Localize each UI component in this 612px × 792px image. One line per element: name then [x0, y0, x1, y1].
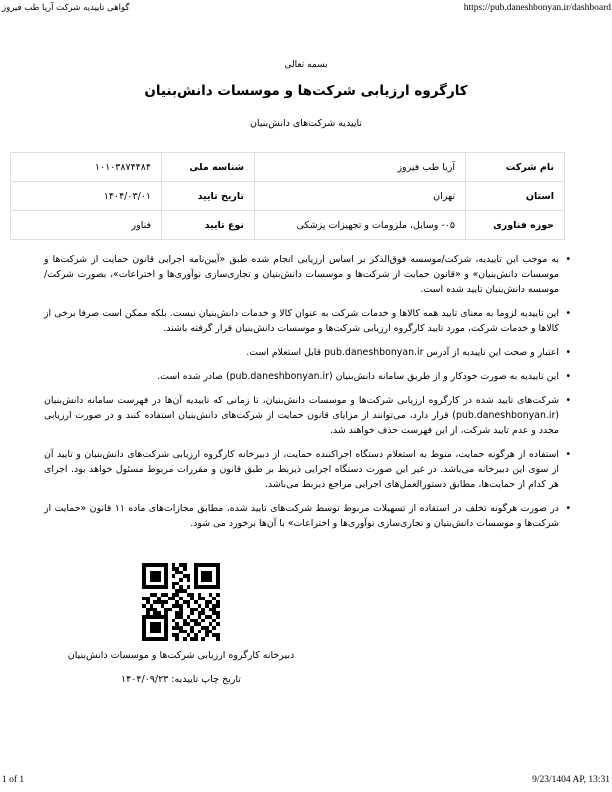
bullet-item [44, 306, 572, 336]
print-date-line: تاریخ چاپ تاییدیه: ۱۴۰۴/۰۹/۲۳ [121, 673, 241, 685]
company-name-label: نام شرکت [466, 153, 565, 182]
bullet-marker: • [565, 503, 571, 514]
print-header [2, 3, 611, 13]
national-id-value: ۱۰۱۰۳۸۷۴۴۸۴ [11, 153, 162, 182]
bullet-marker: • [565, 254, 571, 265]
bullet-item [44, 447, 572, 492]
print-footer [2, 775, 610, 785]
bismillah-text: بسمه تعالی [284, 60, 328, 70]
province-value: تهران [255, 182, 466, 211]
print-header-url: https://pub.daneshbonyan.ir/dashboard [463, 3, 611, 13]
qr-code [142, 563, 219, 640]
table-row [11, 153, 565, 182]
bullet-text: این تاییدیه لزوما به معنای تایید همه کالاها و خدمات شرکت به عنوان کالا و خدمات دانش‌بنیان نیست. بلکه ممکن است صرفا برخی از کالاها و خدمات شرکت، مورد تایید کارگروه ارزیابی شرکت‌ها و موسسات دانش‌بنیان قرار گرفته باشند. [44, 308, 559, 334]
bullet-text: به موجب این تاییدیه، شرکت/موسسه فوق‌الذکر بر اساس ارزیابی انجام شده طبق «آیین‌نامه اجرایی قانون حمایت از شرکت‌ها و موسسات دانش‌بنیان» و «قانون حمایت از شرکت‌ها و موسسات دانش‌بنیان و تجاری‌سازی نوآوری‌ها و اختراعات»، بصورت شرکت/موسسه دانش‌بنیان تایید شده است. [44, 254, 559, 295]
qr-section [47, 552, 315, 685]
print-datetime: 9/23/1404 AP, 13:31 [532, 775, 610, 785]
company-info-section [47, 152, 565, 240]
bullet-text: این تاییدیه به صورت خودکار و از طریق سامانه دانش‌بنیان (pub.daneshbonyan.ir) صادر شده است. [157, 371, 559, 382]
document-subtitle: تاییدیه شرکت‌های دانش‌بنیان [249, 118, 363, 129]
bullet-list [44, 252, 572, 531]
approval-type-label: نوع تایید [162, 211, 255, 240]
bullet-text: اعتبار و صحت این تاییدیه از آدرس pub.daneshbonyan.ir قابل استعلام است. [246, 347, 559, 358]
bullet-marker: • [565, 371, 571, 382]
company-name-value: آریا طب فیروز [255, 153, 466, 182]
bullet-marker: • [565, 449, 571, 460]
qr-caption: دبیرخانه کارگروه ارزیابی شرکت‌ها و موسسات دانش‌بنیان [67, 649, 295, 661]
bullet-item [44, 501, 572, 531]
tech-field-label: حوزه فناوری [466, 211, 565, 240]
bullet-item [44, 369, 572, 384]
bullet-marker: • [565, 347, 571, 358]
bullet-text: شرکت‌های تایید شده در کارگروه ارزیابی شرکت‌ها و موسسات دانش‌بنیان، تا زمانی که تاییدیه آن‌ها در فهرست سامانه دانش‌بنیان (pub.daneshbonyan.ir) قرار دارد، می‌توانند از مزایای قانون حمایت از شرکت‌های دانش‌بنیان استفاده کنند و در صورت ارزیابی مجدد و عدم تایید شرکت، از این فهرست حذف خواهند شد. [44, 395, 559, 436]
approval-date-value: ۱۴۰۴/۰۳/۰۱ [11, 182, 162, 211]
tech-field-value: ۰۵- وسایل، ملزومات و تجهیزات پزشکی [255, 211, 466, 240]
bullet-marker: • [565, 395, 571, 406]
print-header-title: گواهی تاییدیه شرکت آریا طب فیروز [2, 3, 130, 13]
bullet-text: در صورت هرگونه تخلف در استفاده از تسهیلات مربوط توسط شرکت‌های تایید شده، مطابق مجازات‌های ماده ۱۱ قانون «حمایت از شرکت‌ها و موسسات دانش‌بنیان و تجاری‌سازی نوآوری‌ها و اختراعات» با آن‌ها برخورد می شود. [44, 503, 559, 529]
company-info-table [10, 152, 565, 240]
approval-date-label: تاریخ تایید [162, 182, 255, 211]
page-number: 1 of 1 [2, 775, 25, 785]
national-id-label: شناسه ملی [162, 153, 255, 182]
document-title: کارگروه ارزیابی شرکت‌ها و موسسات دانش‌بنیان [144, 83, 468, 99]
bullet-text: استفاده از هرگونه حمایت، منوط به استعلام دستگاه اجراکننده حمایت، از دبیرخانه کارگروه ارزیابی شرکت‌های دانش‌بنیان و تایید آن از سوی این دبیرخانه می‌باشد. در غیر این صورت دستگاه اجرایی ذیربط بر طبق قانون و مقررات مربوط مسئول خواهد بود. اجرای هر کدام از حمایت‌ها، مطابق دستورالعمل‌های اجرایی مراجع ذیربط می‌باشد. [44, 449, 559, 490]
terms-section [44, 252, 572, 540]
table-row [11, 211, 565, 240]
bullet-item [44, 393, 572, 438]
province-label: استان [466, 182, 565, 211]
bullet-marker: • [565, 308, 571, 319]
table-row [11, 182, 565, 211]
bullet-item [44, 252, 572, 297]
bullet-item [44, 345, 572, 360]
approval-type-value: فناور [11, 211, 162, 240]
